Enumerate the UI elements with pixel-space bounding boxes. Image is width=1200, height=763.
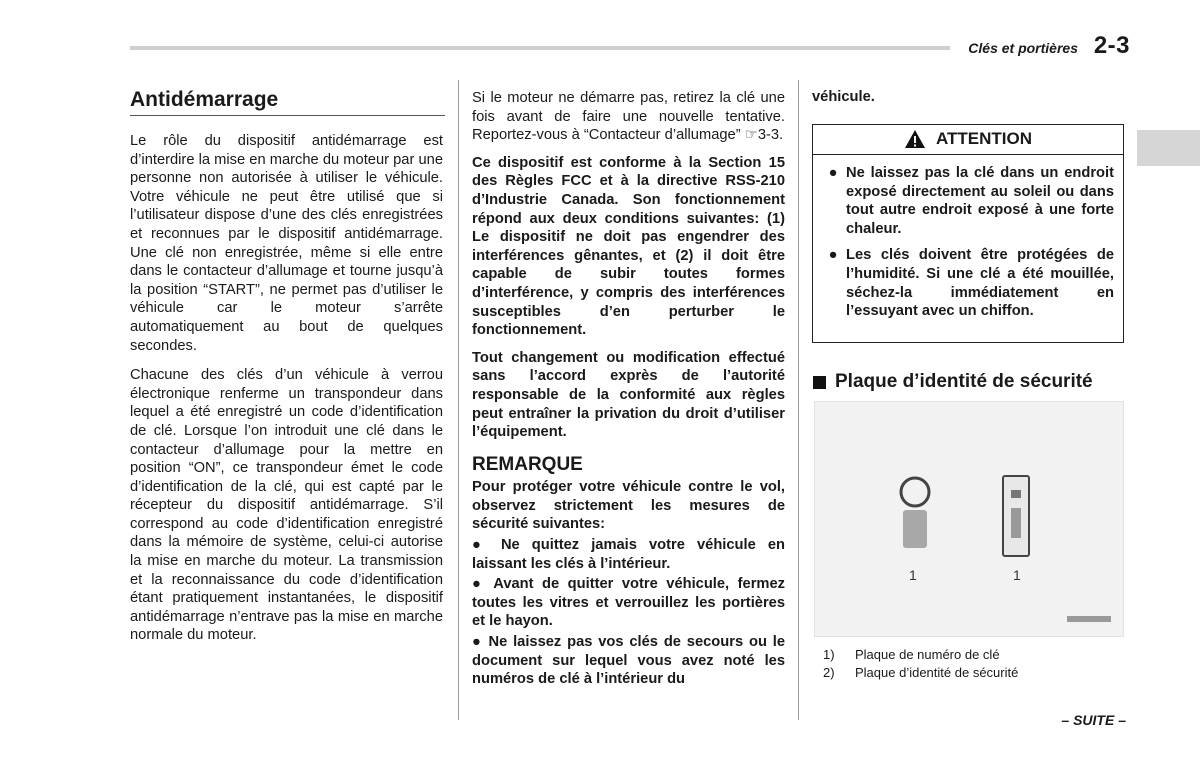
column-divider [798,80,799,720]
header-section-title: Clés et portières [968,40,1078,56]
key-plates-illustration [815,402,1123,636]
column-1-text [130,132,443,656]
title-underline [130,115,445,116]
caption-text: Plaque de numéro de clé [855,647,1000,662]
column-2-text [472,89,785,691]
caption-number: 2) [823,665,835,680]
attention-item-text: Les clés doivent être protégées de l’humidité. Si une clé a été mouillée, séchez-la immédiatement en l’essuyant avec un chiffon. [846,247,1114,320]
bullet-item: ● Ne quittez jamais votre véhicule en laissant les clés à l’intérieur. [472,537,785,572]
figure-captions [823,646,1018,682]
caption-row [823,664,1018,682]
bullet-item: ● Avant de quitter votre véhicule, fermez toutes les vitres et verrouillez les portières et le hayon. [472,576,785,630]
attention-label: ATTENTION [935,129,1032,148]
page-number: 2-3 [1093,32,1130,59]
attention-list [820,164,1114,329]
paragraph: Si le moteur ne démarre pas, retirez la clé une fois avant de faire une nouvelle tentative. Reportez-vous à “Contacteur d’allumage” ☞3-3. [472,90,785,144]
attention-header [812,124,1124,155]
paragraph: Le rôle du dispositif antidémarrage est d’interdire la mise en marche du moteur par une personne non autorisée à utiliser le véhicule. Votre véhicule ne peut être utilisé que si l’utilisateur dispose d’une des clés enregistrées et reconnues par le dispositif antidémarrage. Une clé non enregistrée, même si elle entre dans le contacteur d’allumage et tourne jusqu’à la position “START”, ne permet pas d’utiliser le véhicule car le moteur s’arrête automatiquement au bout de quelques secondes. [130,133,443,354]
column-divider [458,80,459,720]
section-title: Antidémarrage [130,88,279,111]
modification-notice: Tout changement ou modification effectué sans l’accord exprès de l’autorité responsable de la conformité aux règles peut entraîner la privation du droit d’utiliser l’équipement. [472,349,785,441]
header-rule [130,46,950,50]
figure-label-2: 1 [1013,567,1021,583]
remarque-intro: Pour protéger votre véhicule contre le vol, observez strictement les mesures de sécurité suivantes: [472,479,785,533]
caption-row [823,646,1018,664]
figure-key-plates [814,401,1124,637]
caption-number: 1) [823,647,835,662]
fcc-notice: Ce dispositif est conforme à la Section 15 des Règles FCC et à la directive RSS-210 d’Industrie Canada. Son fonctionnement répond aux deux conditions suivantes: (1) Le dispositif ne doit pas engendrer des interférences gênantes, et (2) il doit être capable de subir toutes formes d’interférence, y compris des interférences susceptibles d’en perturber le fonctionnement. [472,154,785,339]
continued-footer: – SUITE – [1061,712,1126,728]
attention-item [820,246,1114,320]
bullet-icon: ● [828,165,838,181]
subsection-title-text: Plaque d’identité de sécurité [835,371,1093,392]
chapter-tab [1137,130,1200,166]
attention-item-text: Ne laissez pas la clé dans un endroit exposé directement au soleil ou dans tout autre endroit exposé à une forte chaleur. [846,165,1114,237]
bullet-icon: ● [828,247,838,264]
remarque-title: REMARQUE [472,453,583,475]
continued-text: véhicule. [812,89,875,105]
subsection-title [813,371,1093,393]
figure-label-1: 1 [909,567,917,583]
warning-icon [904,129,926,149]
paragraph: Chacune des clés d’un véhicule à verrou électronique renferme un transpondeur dans lequel a été enregistré un code d’identification de clé. Lorsque l’on introduit une clé dans le contacteur d’allumage pour la mettre en position “ON”, ce transpondeur émet le code d’identification de la clé, qui est capté par le récepteur du dispositif antidémarrage. S’il correspond au code d’identification enregistré dans la mémoire de système, celui-ci autorise la mise en marche du moteur. La transmission et la reconnaissance du code d’identification étant pratiquement instantanées, le dispositif antidémarrage n’entrave pas la mise en marche normale du moteur. [130,367,443,644]
caption-text: Plaque d’identité de sécurité [855,665,1019,680]
attention-item [820,164,1114,238]
square-bullet-icon [813,376,826,389]
bullet-item: ● Ne laissez pas vos clés de secours ou le document sur lequel vous avez noté les numéros de clé à l’intérieur du [472,634,785,688]
